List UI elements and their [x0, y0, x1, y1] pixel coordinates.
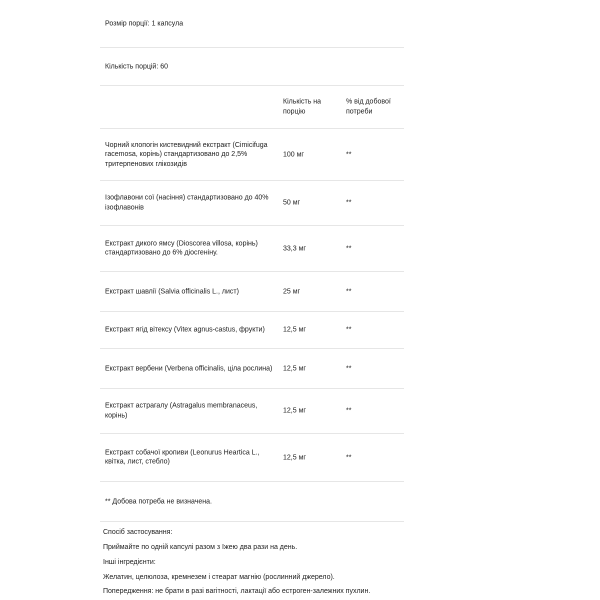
- ingredient-amount: 50 мг: [283, 199, 301, 207]
- table-header-row: [100, 86, 404, 129]
- ingredient-amount: 12,5 мг: [283, 364, 306, 372]
- ingredient-daily-value: **: [346, 453, 352, 461]
- table-row: [100, 434, 404, 482]
- ingredient-name: Екстракт вербени (Verbena officinalis, ціла рослина): [105, 364, 273, 372]
- ingredient-name: Екстракт шавлії (Salvia officinalis L., лист): [105, 287, 239, 295]
- serving-count-row: [100, 48, 404, 86]
- ingredient-amount: 100 мг: [283, 150, 304, 158]
- ingredient-name: Екстракт собачої кропиви (Leonurus Heartica L., квітка, лист, стебло): [105, 449, 260, 466]
- ingredient-name: Екстракт ягід вітексу (Vitex agnus-castus, фрукти): [105, 326, 265, 334]
- ingredient-amount: 12,5 мг: [283, 407, 306, 415]
- daily-value-footnote: ** Добова потреба не визначена.: [105, 497, 213, 505]
- table-row: [100, 312, 404, 349]
- ingredients-title: Інші інгредієнти:: [103, 559, 156, 566]
- table-row: [100, 272, 404, 312]
- table-row: [100, 181, 404, 226]
- ingredient-daily-value: **: [346, 407, 352, 415]
- table-row: [100, 349, 404, 389]
- ingredient-name: Ізофлавони сої (насіння) стандартизовано до 40% ізофлавонів: [105, 194, 269, 211]
- header-amount: Кількість на порцію: [283, 98, 322, 115]
- serving-size: Розмір порції: 1 капсула: [105, 19, 184, 27]
- footnote-row: [100, 482, 404, 522]
- table-row: [100, 129, 404, 181]
- header-daily-value: % від добової потреби: [346, 98, 391, 115]
- ingredient-amount: 33,3 мг: [283, 244, 306, 252]
- ingredient-amount: 12,5 мг: [283, 326, 306, 334]
- ingredients-text: Желатин, целюлоза, кремнезем і стеарат магнію (рослинний джерело).: [103, 574, 335, 581]
- ingredient-daily-value: **: [346, 287, 352, 295]
- usage-text: Приймайте по одній капсулі разом з їжею два рази на день.: [103, 544, 298, 551]
- warning-text: Попередження: не брати в разі вагітності, лактації або естроген-залежних пухлин.: [103, 588, 371, 595]
- ingredient-daily-value: **: [346, 199, 352, 207]
- ingredient-daily-value: **: [346, 326, 352, 334]
- ingredient-daily-value: **: [346, 150, 352, 158]
- serving-size-row: [100, 0, 404, 48]
- table-row: [100, 389, 404, 434]
- ingredient-amount: 12,5 мг: [283, 453, 306, 461]
- ingredient-daily-value: **: [346, 244, 352, 252]
- usage-title: Спосіб застосування:: [103, 529, 173, 536]
- ingredient-daily-value: **: [346, 364, 352, 372]
- ingredient-amount: 25 мг: [283, 287, 301, 295]
- ingredient-name: Чорний клопогін кистевидний екстракт (Cimicifuga racemosa, корінь) стандартизовано до 2,5% тритерпенових глікозидів: [105, 141, 268, 168]
- table-row: [100, 226, 404, 272]
- serving-count: Кількість порцій: 60: [105, 62, 169, 70]
- ingredient-name: Екстракт астрагалу (Astragalus membranaceus, корінь): [105, 402, 258, 419]
- ingredient-name: Екстракт дикого ямсу (Dioscorea villosa, корінь) стандартизовано до 6% діосгеніну.: [105, 240, 258, 257]
